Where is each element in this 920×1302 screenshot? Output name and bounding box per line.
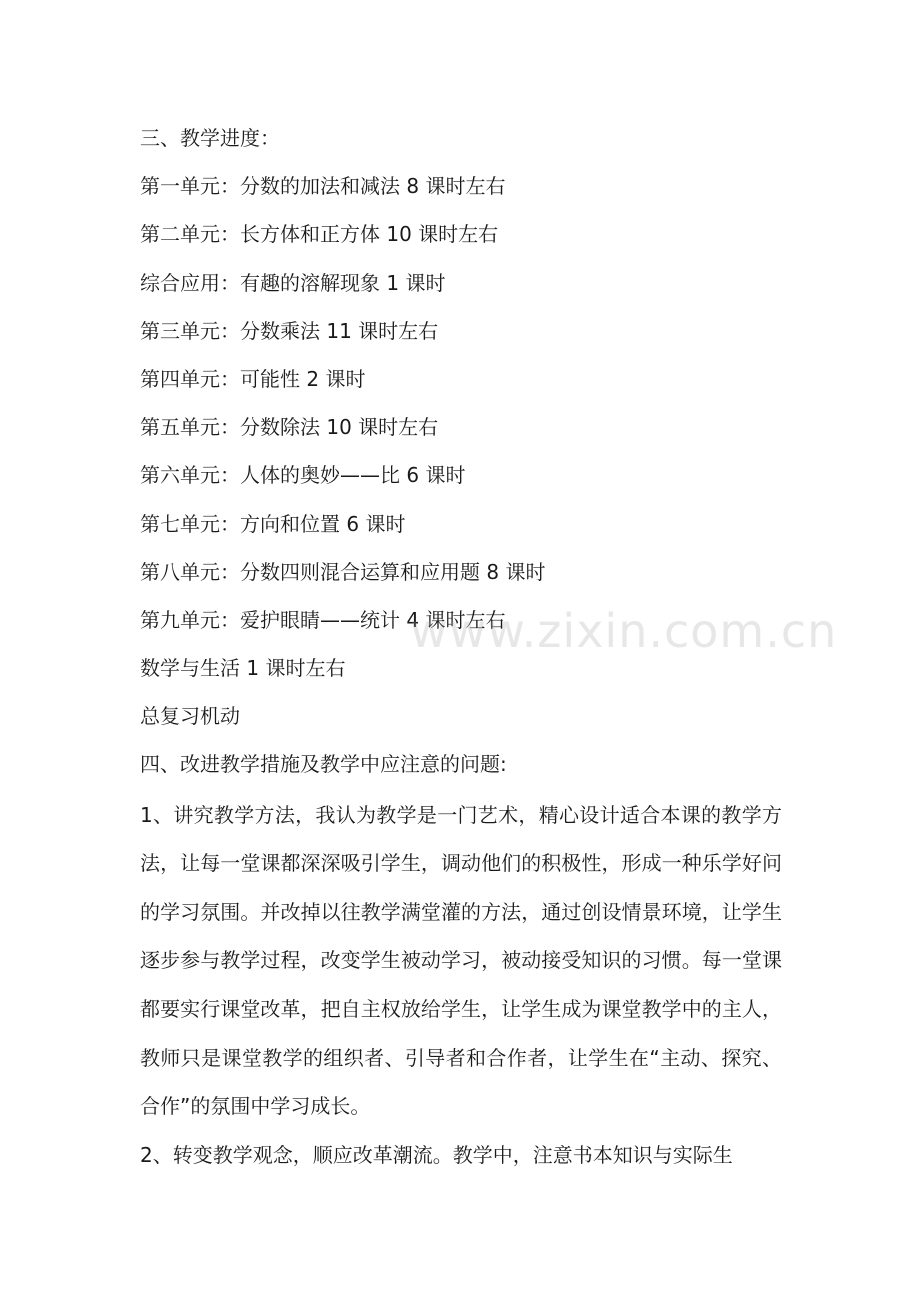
schedule-item: 总复习机动: [140, 704, 240, 729]
section-heading-improvement-measures: 四、改进教学措施及教学中应注意的问题:: [140, 752, 507, 777]
schedule-item: 第六单元：人体的奥妙——比 6 课时: [140, 463, 466, 488]
schedule-item: 数学与生活 1 课时左右: [140, 656, 346, 681]
paragraph-teaching-concept: 2、转变教学观念，顺应改革潮流。教学中，注意书本知识与实际生: [140, 1142, 733, 1167]
schedule-item: 综合应用：有趣的溶解现象 1 课时: [140, 270, 446, 295]
schedule-item: 第一单元：分数的加法和减法 8 课时左右: [140, 174, 506, 199]
watermark: www.zixin.com.cn: [410, 604, 838, 658]
schedule-item: 第九单元：爱护眼睛——统计 4 课时左右: [140, 607, 506, 632]
schedule-item: 第二单元：长方体和正方体 10 课时左右: [140, 222, 499, 247]
schedule-item: 第三单元：分数乘法 11 课时左右: [140, 318, 439, 343]
paragraph-teaching-method: 1、讲究教学方法，我认为教学是一门艺术，精心设计适合本课的教学方法，让每一堂课都深深吸引学生，调动他们的积极性，形成一种乐学好问的学习氛围。并改掉以往教学满堂灌的方法，通过创设情景环境，让学生逐步参与教学过程，改变学生被动学习，被动接受知识的习惯。每一堂课都要实行课堂改革，把自主权放给学生，让学生成为课堂教学中的主人，教师只是课堂教学的组织者、引导者和合作者，让学生在“主动、探究、合作”的氛围中学习成长。: [140, 802, 782, 1119]
schedule-item: 第五单元：分数除法 10 课时左右: [140, 415, 439, 440]
section-heading-teaching-schedule: 三、教学进度：: [140, 126, 280, 150]
document-body: [140, 114, 782, 1179]
schedule-item: 第八单元：分数四则混合运算和应用题 8 课时: [140, 559, 546, 584]
schedule-item: 第四单元：可能性 2 课时: [140, 366, 366, 391]
schedule-item: 第七单元：方向和位置 6 课时: [140, 511, 406, 536]
